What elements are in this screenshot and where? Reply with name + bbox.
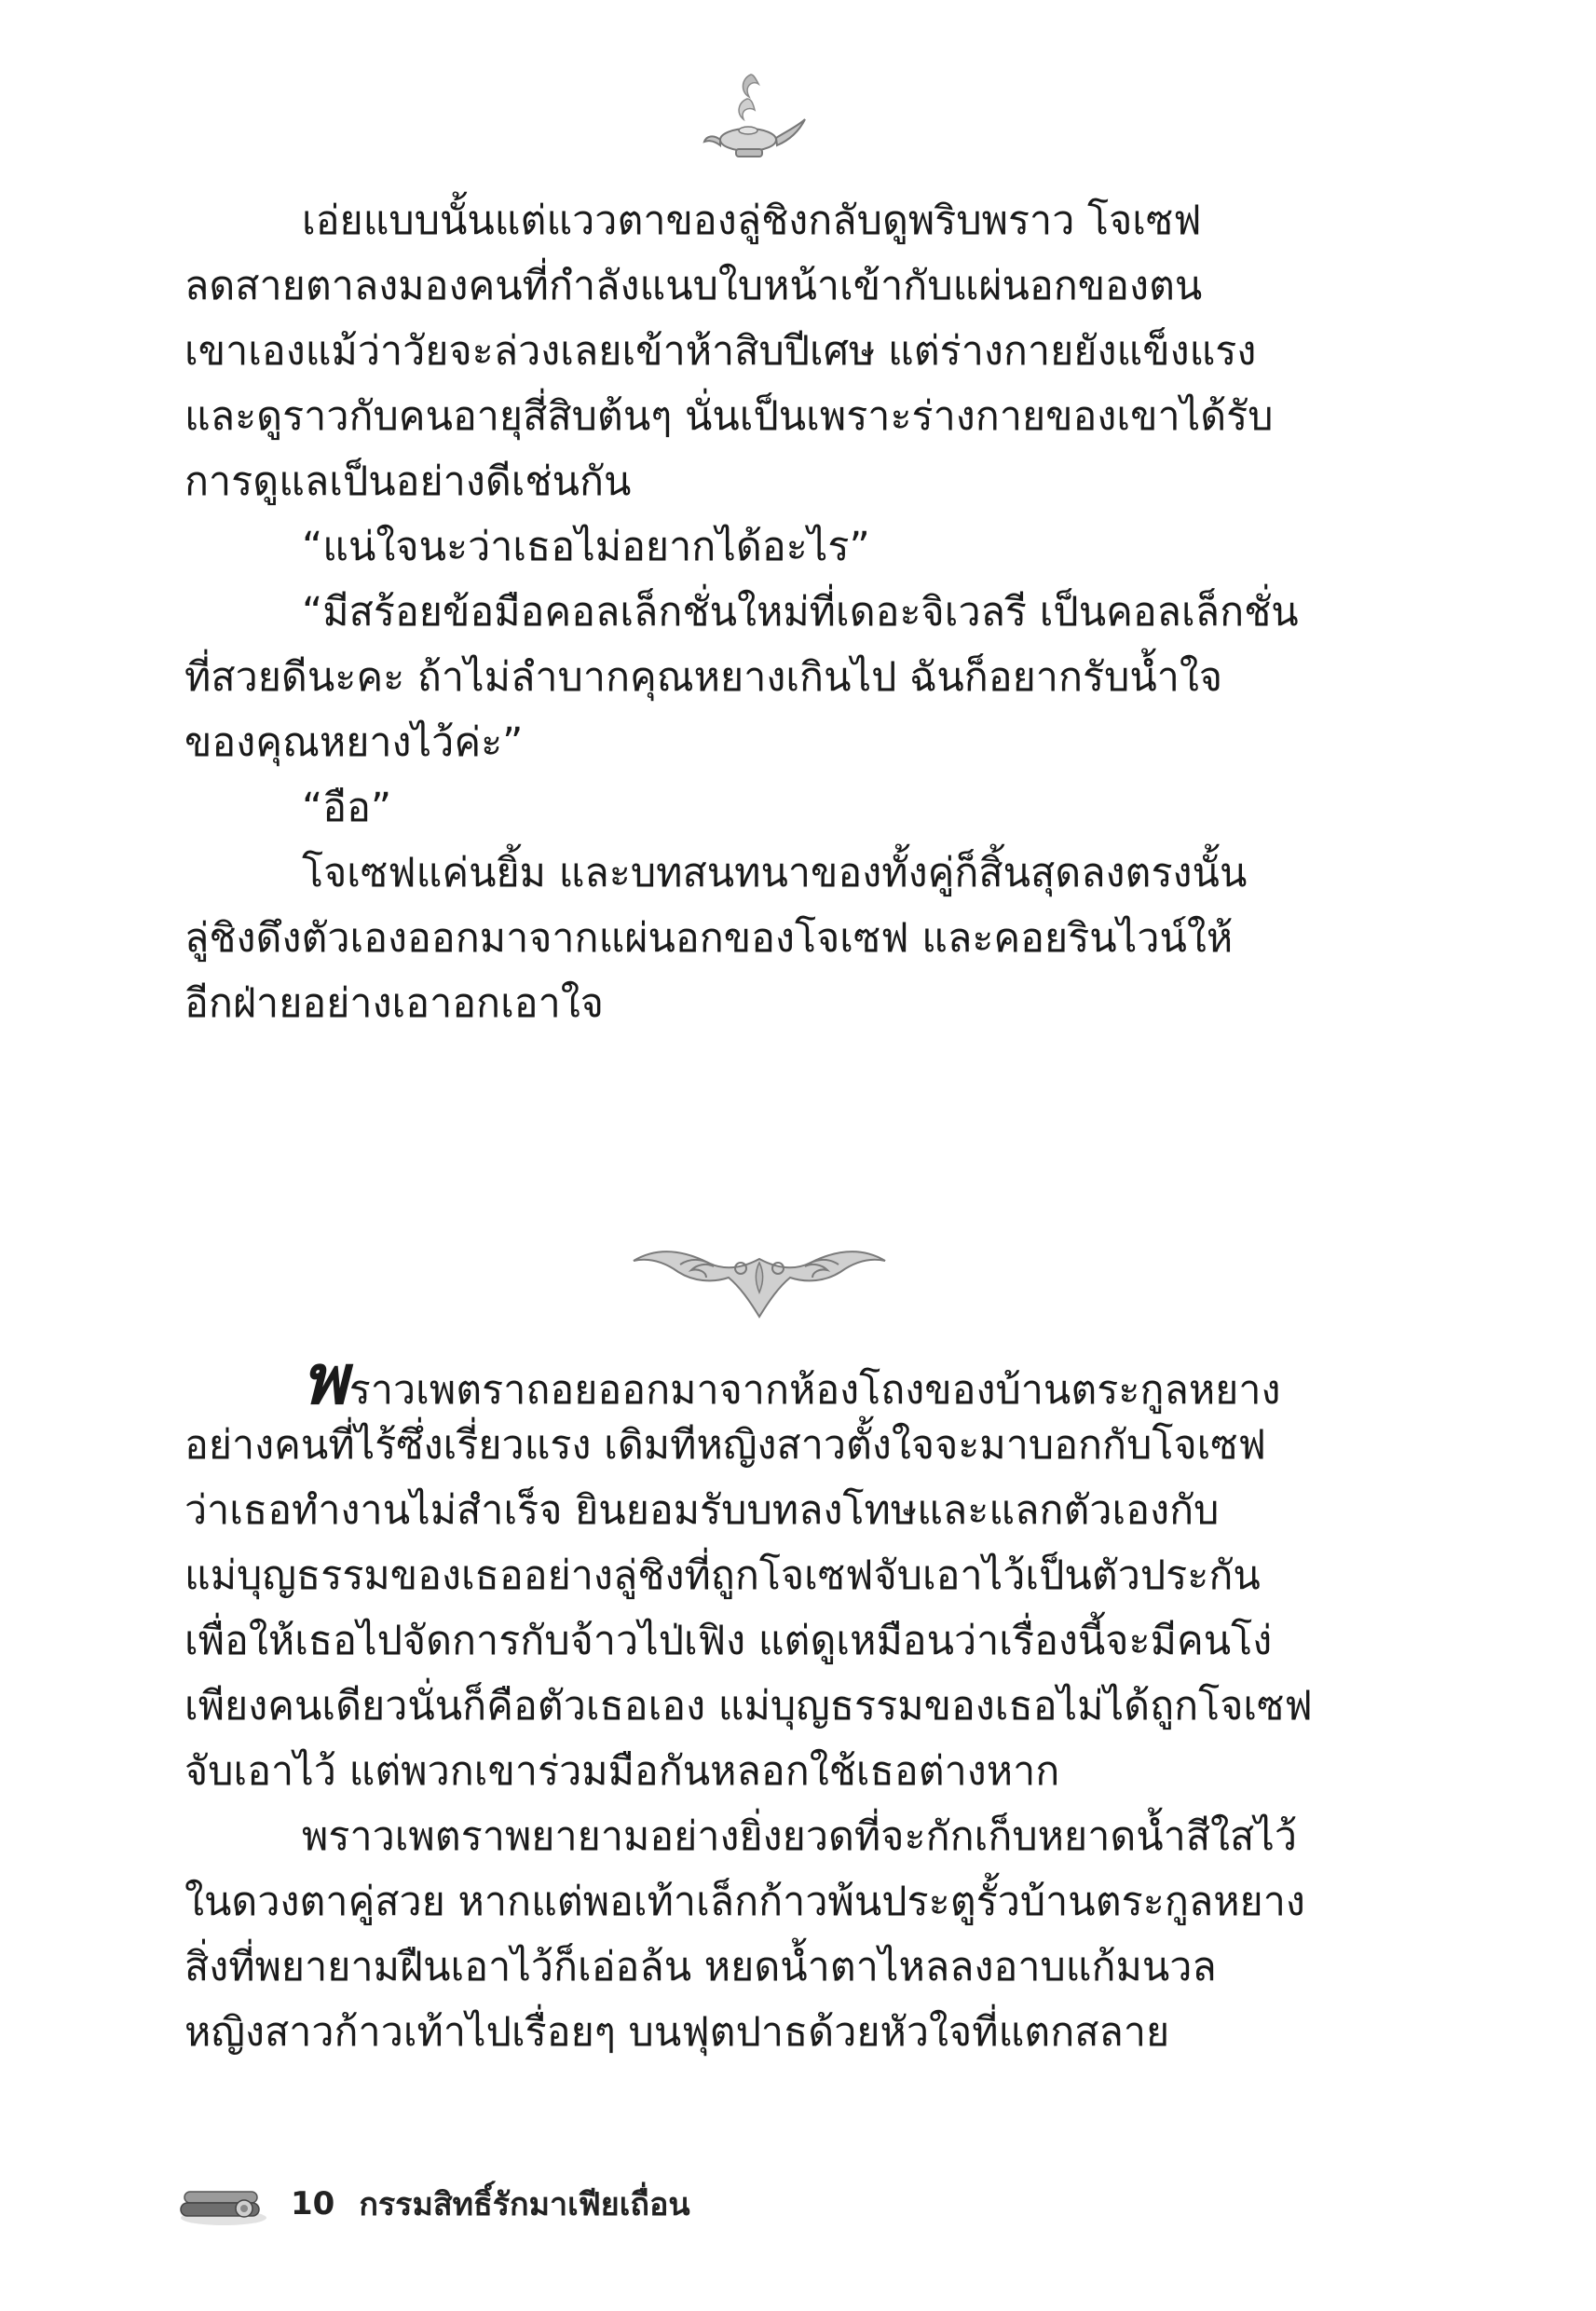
dialogue-line: ที่สวยดีนะคะ ถ้าไม่ลำบากคุณหยางเกินไป ฉันก็อยากรับน้ำใจ <box>184 654 1223 701</box>
dialogue-line: ของคุณหยางไว้ค่ะ” <box>184 719 524 766</box>
genie-lamp-icon <box>697 65 809 168</box>
scroll-ornament-icon <box>624 1225 894 1328</box>
book-title: กรรมสิทธิ์รักมาเฟียเถื่อน <box>359 2186 690 2223</box>
paragraph-line: เพื่อให้เธอไปจัดการกับจ้าวไป่เฟิง แต่ดูเหมือนว่าเรื่องนี้จะมีคนโง่ <box>184 1618 1273 1664</box>
paragraph-line: สิ่งที่พยายามฝืนเอาไว้ก็เอ่อล้น หยดน้ำตาไหลลงอาบแก้มนวล <box>184 1944 1217 1990</box>
paragraph-line: แม่บุญธรรมของเธออย่างลู่ชิงที่ถูกโจเซฟจับเอาไว้เป็นตัวประกัน <box>184 1552 1261 1599</box>
paragraph-line: จับเอาไว้ แต่พวกเขาร่วมมือกันหลอกใช้เธอต่างหาก <box>184 1748 1060 1795</box>
section-2-text <box>184 1340 1336 2065</box>
paragraph-line: ในดวงตาคู่สวย หากแต่พอเท้าเล็กก้าวพ้นประตูรั้วบ้านตระกูลหยาง <box>184 1879 1305 1925</box>
drop-cap: พ <box>302 1340 348 1420</box>
paragraph-line: เพียงคนเดียวนั่นก็คือตัวเธอเอง แม่บุญธรรมของเธอไม่ได้ถูกโจเซฟ <box>184 1683 1313 1730</box>
paragraph-line: และดูราวกับคนอายุสี่สิบต้นๆ นั่นเป็นเพราะร่างกายของเขาได้รับ <box>184 393 1274 440</box>
paragraph-line: พราวเพตราพยายามอย่างยิ่งยวดที่จะกักเก็บหยาดน้ำสีใสไว้ <box>302 1813 1298 1860</box>
paragraph-line: ว่าเธอทำงานไม่สำเร็จ ยินยอมรับบทลงโทษและแลกตัวเองกับ <box>184 1487 1220 1534</box>
first-line-text: ราวเพตราถอยออกมาจากห้องโถงของบ้านตระกูลหยาง <box>348 1367 1281 1414</box>
paragraph-line: ลู่ชิงดึงตัวเองออกมาจากแผ่นอกของโจเซฟ และคอยรินไวน์ให้ <box>184 915 1234 962</box>
paragraph-line: อีกฝ่ายอย่างเอาอกเอาใจ <box>184 980 604 1027</box>
paragraph-line: หญิงสาวก้าวเท้าไปเรื่อยๆ บนฟุตปาธด้วยหัวใจที่แตกสลาย <box>184 2009 1170 2056</box>
paragraph-line: โจเซฟแค่นยิ้ม และบทสนทนาของทั้งคู่ก็สิ้นสุดลงตรงนั้น <box>302 850 1248 896</box>
paragraph-line: ลดสายตาลงมองคนที่กำลังแนบใบหน้าเข้ากับแผ่นอกของตน <box>184 263 1203 309</box>
book-stack-icon <box>177 2181 270 2227</box>
page-number: 10 <box>291 2185 335 2222</box>
dialogue-line: “อือ” <box>302 785 392 831</box>
paragraph-first-line <box>184 1340 1336 1420</box>
paragraph-line: การดูแลเป็นอย่างดีเช่นกัน <box>184 458 632 505</box>
page-footer <box>177 2176 690 2232</box>
paragraph-line: อย่างคนที่ไร้ซึ่งเรี่ยวแรง เดิมทีหญิงสาวตั้งใจจะมาบอกกับโจเซฟ <box>184 1422 1266 1469</box>
dialogue-line: “แน่ใจนะว่าเธอไม่อยากได้อะไร” <box>302 524 870 570</box>
paragraph-line: เอ่ยแบบนั้นแต่แววตาของลู่ชิงกลับดูพริบพราว โจเซฟ <box>302 198 1202 244</box>
paragraph-line: เขาเองแม้ว่าวัยจะล่วงเลยเข้าห้าสิบปีเศษ แต่ร่างกายยังแข็งแรง <box>184 328 1257 375</box>
section-1-text <box>184 188 1336 1036</box>
dialogue-line: “มีสร้อยข้อมือคอลเล็กชั่นใหม่ที่เดอะจิเวลรี เป็นคอลเล็กชั่น <box>302 589 1299 636</box>
